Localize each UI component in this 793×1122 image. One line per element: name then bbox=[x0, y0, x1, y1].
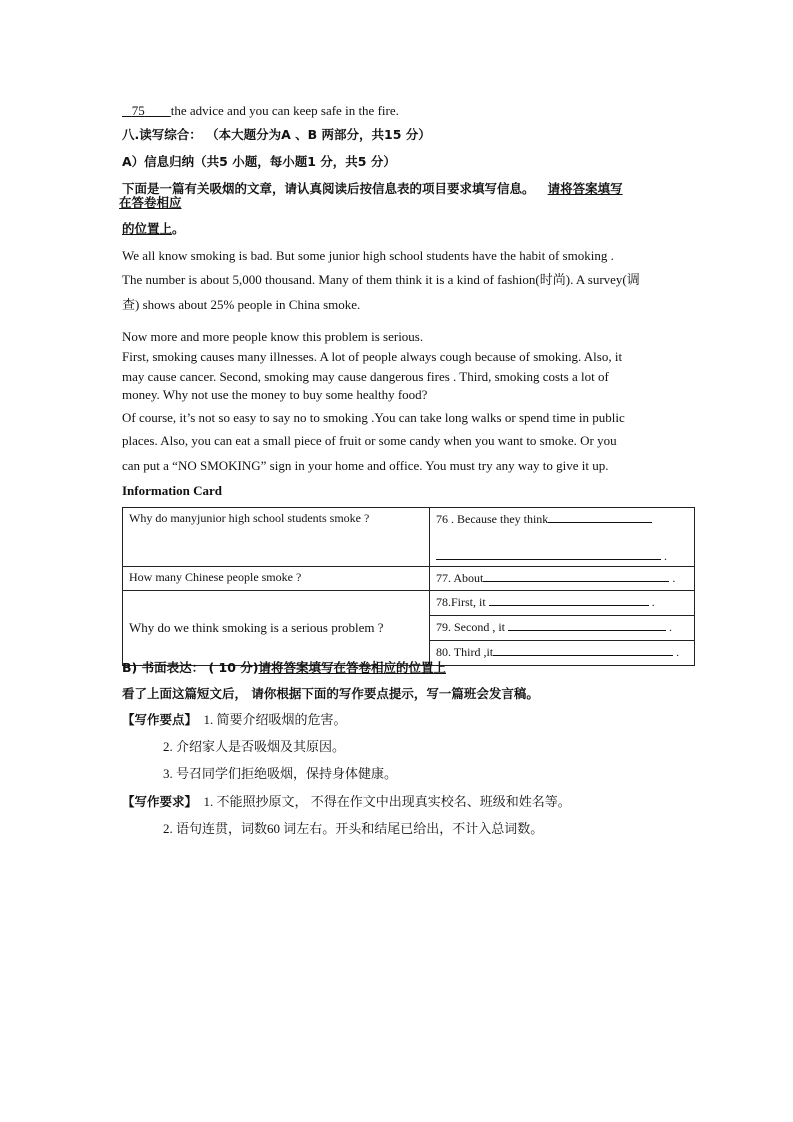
information-card bbox=[122, 507, 695, 666]
card-title: Information Card bbox=[122, 483, 223, 498]
passage-line: First, smoking causes many illnesses. A lot of people always cough because of smoking. Also, it bbox=[122, 349, 623, 364]
card-question-2: How many Chinese people smoke ? bbox=[123, 567, 430, 591]
answer-80[interactable]: 80. Third ,it . bbox=[430, 641, 695, 666]
card-question-3: Why do we think smoking is a serious problem ? bbox=[123, 591, 430, 666]
passage-line: money. Why not use the money to buy some healthy food? bbox=[122, 387, 428, 402]
writing-requirements: 【写作要求】 1. 不能照抄原文， 不得在作文中出现真实校名、班级和姓名等。 bbox=[122, 794, 571, 809]
writing-point: 2. 介绍家人是否吸烟及其原因。 bbox=[163, 739, 346, 754]
instruction: 下面是一篇有关吸烟的文章，请认真阅读后按信息表的项目要求填写信息。 请将答案填写 bbox=[122, 181, 623, 196]
passage-line: places. Also, you can eat a small piece of fruit or some candy when you want to smoke. Or you bbox=[122, 433, 617, 448]
passage-line: may cause cancer. Second, smoking may cause dangerous fires . Third, smoking costs a lot of bbox=[122, 369, 609, 384]
blank-75: 75 bbox=[131, 103, 145, 118]
passage-line: Now more and more people know this problem is serious. bbox=[122, 329, 424, 344]
instruction-end: 的位置上。 bbox=[122, 221, 185, 236]
part-b-title: B) 书面表达： ( 10 分)请将答案填写在答卷相应的位置上 bbox=[122, 660, 446, 675]
answer-79[interactable]: 79. Second , it . bbox=[430, 616, 695, 641]
writing-requirement: 2. 语句连贯，词数60 词左右。开头和结尾已给出，不计入总词数。 bbox=[163, 821, 544, 836]
passage-line: We all know smoking is bad. But some junior high school students have the habit of smoking . bbox=[122, 248, 614, 263]
answer-78[interactable]: 78.First, it . bbox=[430, 591, 695, 616]
writing-points: 【写作要点】 1. 简要介绍吸烟的危害。 bbox=[122, 712, 347, 727]
answer-77[interactable]: 77. About . bbox=[430, 567, 695, 591]
writing-prompt: 看了上面这篇短文后， 请你根据下面的写作要点提示，写一篇班会发言稿。 bbox=[122, 686, 539, 701]
instruction-cont: 在答卷相应 bbox=[119, 195, 182, 210]
part-a-title: A）信息归纳（共5 小题，每小题1 分，共5 分） bbox=[122, 154, 396, 169]
passage-line: The number is about 5,000 thousand. Many of them think it is a kind of fashion(时尚). A survey(调 bbox=[122, 272, 640, 287]
card-question-1: Why do manyjunior high school students smoke ? bbox=[123, 508, 430, 567]
answer-76[interactable]: 76 . Because they think . bbox=[430, 508, 695, 567]
passage-line: can put a “NO SMOKING” sign in your home and office. You must try any way to give it up. bbox=[122, 458, 609, 473]
passage-line: Of course, it’s not so easy to say no to smoking .You can take long walks or spend time in public bbox=[122, 410, 625, 425]
question-75-line: 75 the advice and you can keep safe in the fire. bbox=[122, 103, 399, 119]
section-title: 八.读写综合： （本大题分为A 、B 两部分，共15 分） bbox=[122, 127, 431, 142]
passage-line: 查) shows about 25% people in China smoke. bbox=[122, 297, 361, 312]
writing-point: 3. 号召同学们拒绝吸烟，保持身体健康。 bbox=[163, 766, 398, 781]
